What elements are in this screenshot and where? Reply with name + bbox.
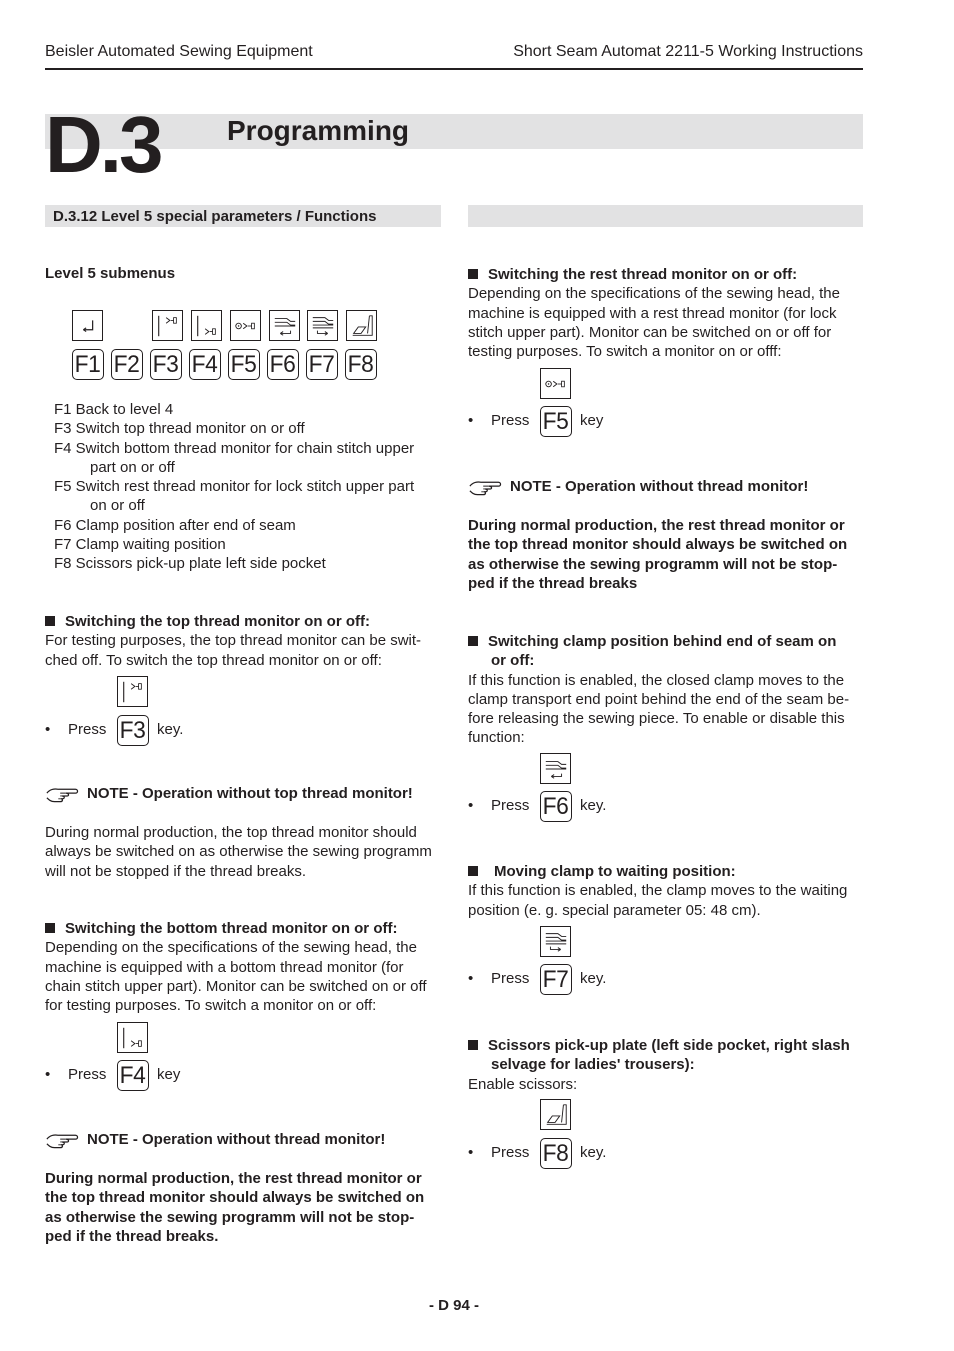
key-f8-label: F8 <box>348 350 374 378</box>
paragraph-line: will not be stopped if the thread breaks. <box>45 862 306 880</box>
rest-thread-heading: Switching the rest thread monitor on or off: <box>468 265 840 284</box>
key-f6[interactable] <box>267 349 299 380</box>
header-left: Beisler Automated Sewing Equipment <box>45 43 313 60</box>
paragraph-line: Depending on the specifications of the sewing head, the <box>45 939 417 957</box>
list-item: F3 Switch top thread monitor on or off <box>54 420 305 438</box>
clamp-waiting-icon <box>307 310 338 341</box>
scissors-section <box>468 1036 850 1094</box>
paragraph-line: for testing purposes. To switch a monitor on or off: <box>45 997 377 1015</box>
bullet-dot: • <box>45 1066 51 1083</box>
rest-thread-monitor-icon <box>230 310 261 341</box>
bottom-thread-monitor-icon <box>117 1022 148 1053</box>
bullet-dot: • <box>468 1144 474 1161</box>
list-item: F6 Clamp position after end of seam <box>54 516 296 534</box>
key-f3[interactable] <box>117 715 149 746</box>
key-f5-label: F5 <box>543 407 569 435</box>
section-bar-right <box>468 205 863 227</box>
paragraph-line: machine is equipped with a bottom thread monitor (for <box>45 958 404 976</box>
press-f4-row <box>45 1060 345 1091</box>
key-f2[interactable] <box>111 349 143 380</box>
title-bar <box>45 114 863 149</box>
press-f7-row <box>468 964 768 995</box>
paragraph-line: During normal production, the rest thread monitor or <box>45 1170 422 1187</box>
key-suffix: key. <box>580 1144 607 1161</box>
key-f6-label: F6 <box>543 792 569 820</box>
bullet-dot: • <box>468 797 474 814</box>
clamp-end-of-seam-icon <box>269 310 300 341</box>
list-item: part on or off <box>90 458 175 476</box>
paragraph-line: For testing purposes, the top thread monitor can be swit- <box>45 632 422 650</box>
scissors-plate-icon <box>346 310 377 341</box>
top-thread-monitor-icon <box>117 676 148 707</box>
page-number: - D 94 - <box>428 1297 479 1314</box>
key-f6-label: F6 <box>270 350 296 378</box>
bottom-thread-monitor-icon <box>191 310 222 341</box>
press-f8-row <box>468 1138 768 1169</box>
paragraph-line: chain stitch upper part). Monitor can be switched on or off <box>45 977 427 995</box>
key-f6[interactable] <box>540 791 572 822</box>
bullet-square-icon <box>45 923 55 933</box>
key-f4-label: F4 <box>192 350 218 378</box>
bullet-square-icon <box>468 269 478 279</box>
clamp-wait-section <box>468 862 847 920</box>
clamp-end-heading: Switching clamp position behind end of seam on <box>468 632 849 651</box>
list-item: F8 Scissors pick-up plate left side pocket <box>54 555 326 573</box>
clamp-wait-heading: Moving clamp to waiting position: <box>468 862 847 881</box>
paragraph-line: ched off. To switch the top thread monitor on or off: <box>45 651 382 669</box>
header-rule <box>45 68 863 70</box>
key-suffix: key. <box>580 797 607 814</box>
clamp-end-of-seam-icon <box>540 753 571 784</box>
return-icon <box>72 310 103 341</box>
scissors-heading-cont: selvage for ladies' trousers): <box>491 1056 695 1074</box>
scissors-heading: Scissors pick-up plate (left side pocket, right slash <box>468 1036 850 1055</box>
key-f8[interactable] <box>345 349 377 380</box>
list-item: F7 Clamp waiting position <box>54 536 226 554</box>
key-suffix: key <box>157 1066 181 1083</box>
key-f5[interactable] <box>540 406 572 437</box>
list-item: F1 Back to level 4 <box>54 401 174 418</box>
paragraph-line: fore releasing the sewing piece. To enable or disable this <box>468 710 845 728</box>
paragraph-line: Depending on the specifications of the sewing head, the <box>468 285 840 303</box>
press-label: Press <box>491 970 530 987</box>
paragraph-line: position (e. g. special parameter 05: 48 cm). <box>468 901 761 919</box>
bullet-square-icon <box>468 866 478 876</box>
clamp-end-section <box>468 632 849 748</box>
section-title: D.3.12 Level 5 special parameters / Functions <box>53 208 377 225</box>
key-f5[interactable] <box>228 349 260 380</box>
rest-thread-section <box>468 265 840 361</box>
note-rest-label: NOTE - Operation without thread monitor! <box>510 478 809 495</box>
top-thread-heading: Switching the top thread monitor on or off: <box>45 612 445 631</box>
key-f4[interactable] <box>189 349 221 380</box>
bullet-square-icon <box>45 616 55 626</box>
paragraph-line: During normal production, the rest thread monitor or <box>468 517 845 534</box>
key-f5-label: F5 <box>231 350 257 378</box>
paragraph-line: always be switched on as otherwise the sewing programm <box>45 843 432 861</box>
list-item: F4 Switch bottom thread monitor for chain stitch upper <box>54 439 415 457</box>
paragraph-line: stitch upper part). Monitor can be switched on or off for <box>468 323 832 341</box>
paragraph-line: ped if the thread breaks <box>468 574 638 592</box>
key-f3-label: F3 <box>153 350 179 378</box>
press-label: Press <box>491 412 530 429</box>
paragraph-line: as otherwise the sewing programm will not be stop- <box>468 555 838 573</box>
page-title: Programming <box>227 115 410 146</box>
function-list <box>54 400 414 574</box>
key-suffix: key. <box>157 721 184 738</box>
note-bottom-text <box>45 1169 424 1246</box>
key-f8-label: F8 <box>543 1139 569 1167</box>
key-f7[interactable] <box>540 964 572 995</box>
note-top-label: NOTE - Operation without top thread monitor! <box>87 785 413 802</box>
note-hand-icon <box>45 1130 83 1156</box>
paragraph-line: If this function is enabled, the clamp moves to the waiting <box>468 882 848 900</box>
bullet-square-icon <box>468 1040 478 1050</box>
paragraph-line: the top thread monitor should always be switched on <box>45 1189 425 1207</box>
paragraph-line: as otherwise the sewing programm will not be stop- <box>45 1208 415 1226</box>
bullet-square-icon <box>468 636 478 646</box>
key-f4[interactable] <box>117 1060 149 1091</box>
note-rest-text <box>468 516 847 593</box>
chapter-number: D.3 <box>45 100 161 189</box>
clamp-waiting-icon <box>540 926 571 957</box>
paragraph-line: function: <box>468 729 525 747</box>
key-f7-label: F7 <box>309 350 335 378</box>
paragraph-line: Enable scissors: <box>468 1075 578 1093</box>
note-hand-icon <box>45 784 83 810</box>
bullet-dot: • <box>468 412 474 429</box>
paragraph-line: machine is equipped with a rest thread monitor (for lock <box>468 304 837 322</box>
scissors-plate-icon <box>540 1099 571 1130</box>
top-thread-monitor-icon <box>152 310 183 341</box>
bullet-dot: • <box>45 721 51 738</box>
press-f3-row <box>45 715 345 746</box>
paragraph-line: the top thread monitor should always be switched on <box>468 536 848 554</box>
paragraph-line: During normal production, the top thread monitor should <box>45 824 417 841</box>
key-f7[interactable] <box>306 349 338 380</box>
top-thread-section <box>45 612 445 670</box>
key-f3[interactable] <box>150 349 182 380</box>
bullet-dot: • <box>468 970 474 987</box>
press-f6-row <box>468 791 768 822</box>
note-top-text <box>45 823 432 881</box>
header-right: Short Seam Automat 2211-5 Working Instructions <box>513 43 863 60</box>
list-item: F5 Switch rest thread monitor for lock stitch upper part <box>54 478 415 496</box>
key-f2-label: F2 <box>114 350 140 378</box>
key-f8[interactable] <box>540 1138 572 1169</box>
note-hand-icon <box>468 477 506 503</box>
paragraph-line: testing purposes. To switch a monitor on or offf: <box>468 343 782 361</box>
press-label: Press <box>68 721 107 738</box>
submenus-heading: Level 5 submenus <box>45 265 176 282</box>
paragraph-line: If this function is enabled, the closed clamp moves to the <box>468 671 845 689</box>
list-item: on or off <box>90 497 145 515</box>
key-f1[interactable] <box>72 349 104 380</box>
press-label: Press <box>491 797 530 814</box>
press-label: Press <box>491 1144 530 1161</box>
key-suffix: key. <box>580 970 607 987</box>
rest-thread-monitor-icon <box>540 368 571 399</box>
key-f4-label: F4 <box>120 1061 146 1089</box>
bottom-thread-section <box>45 919 427 1015</box>
clamp-end-heading-cont: or off: <box>491 652 535 670</box>
note-bottom-label: NOTE - Operation without thread monitor! <box>87 1131 386 1148</box>
key-f7-label: F7 <box>543 965 569 993</box>
paragraph-line: clamp transport end point behind the end of the seam be- <box>468 690 850 708</box>
key-f1-label: F1 <box>75 350 101 378</box>
press-label: Press <box>68 1066 107 1083</box>
key-suffix: key <box>580 412 604 429</box>
paragraph-line: ped if the thread breaks. <box>45 1227 219 1245</box>
bottom-thread-heading: Switching the bottom thread monitor on or off: <box>45 919 427 938</box>
press-f5-row <box>468 406 768 437</box>
key-f3-label: F3 <box>120 716 146 744</box>
